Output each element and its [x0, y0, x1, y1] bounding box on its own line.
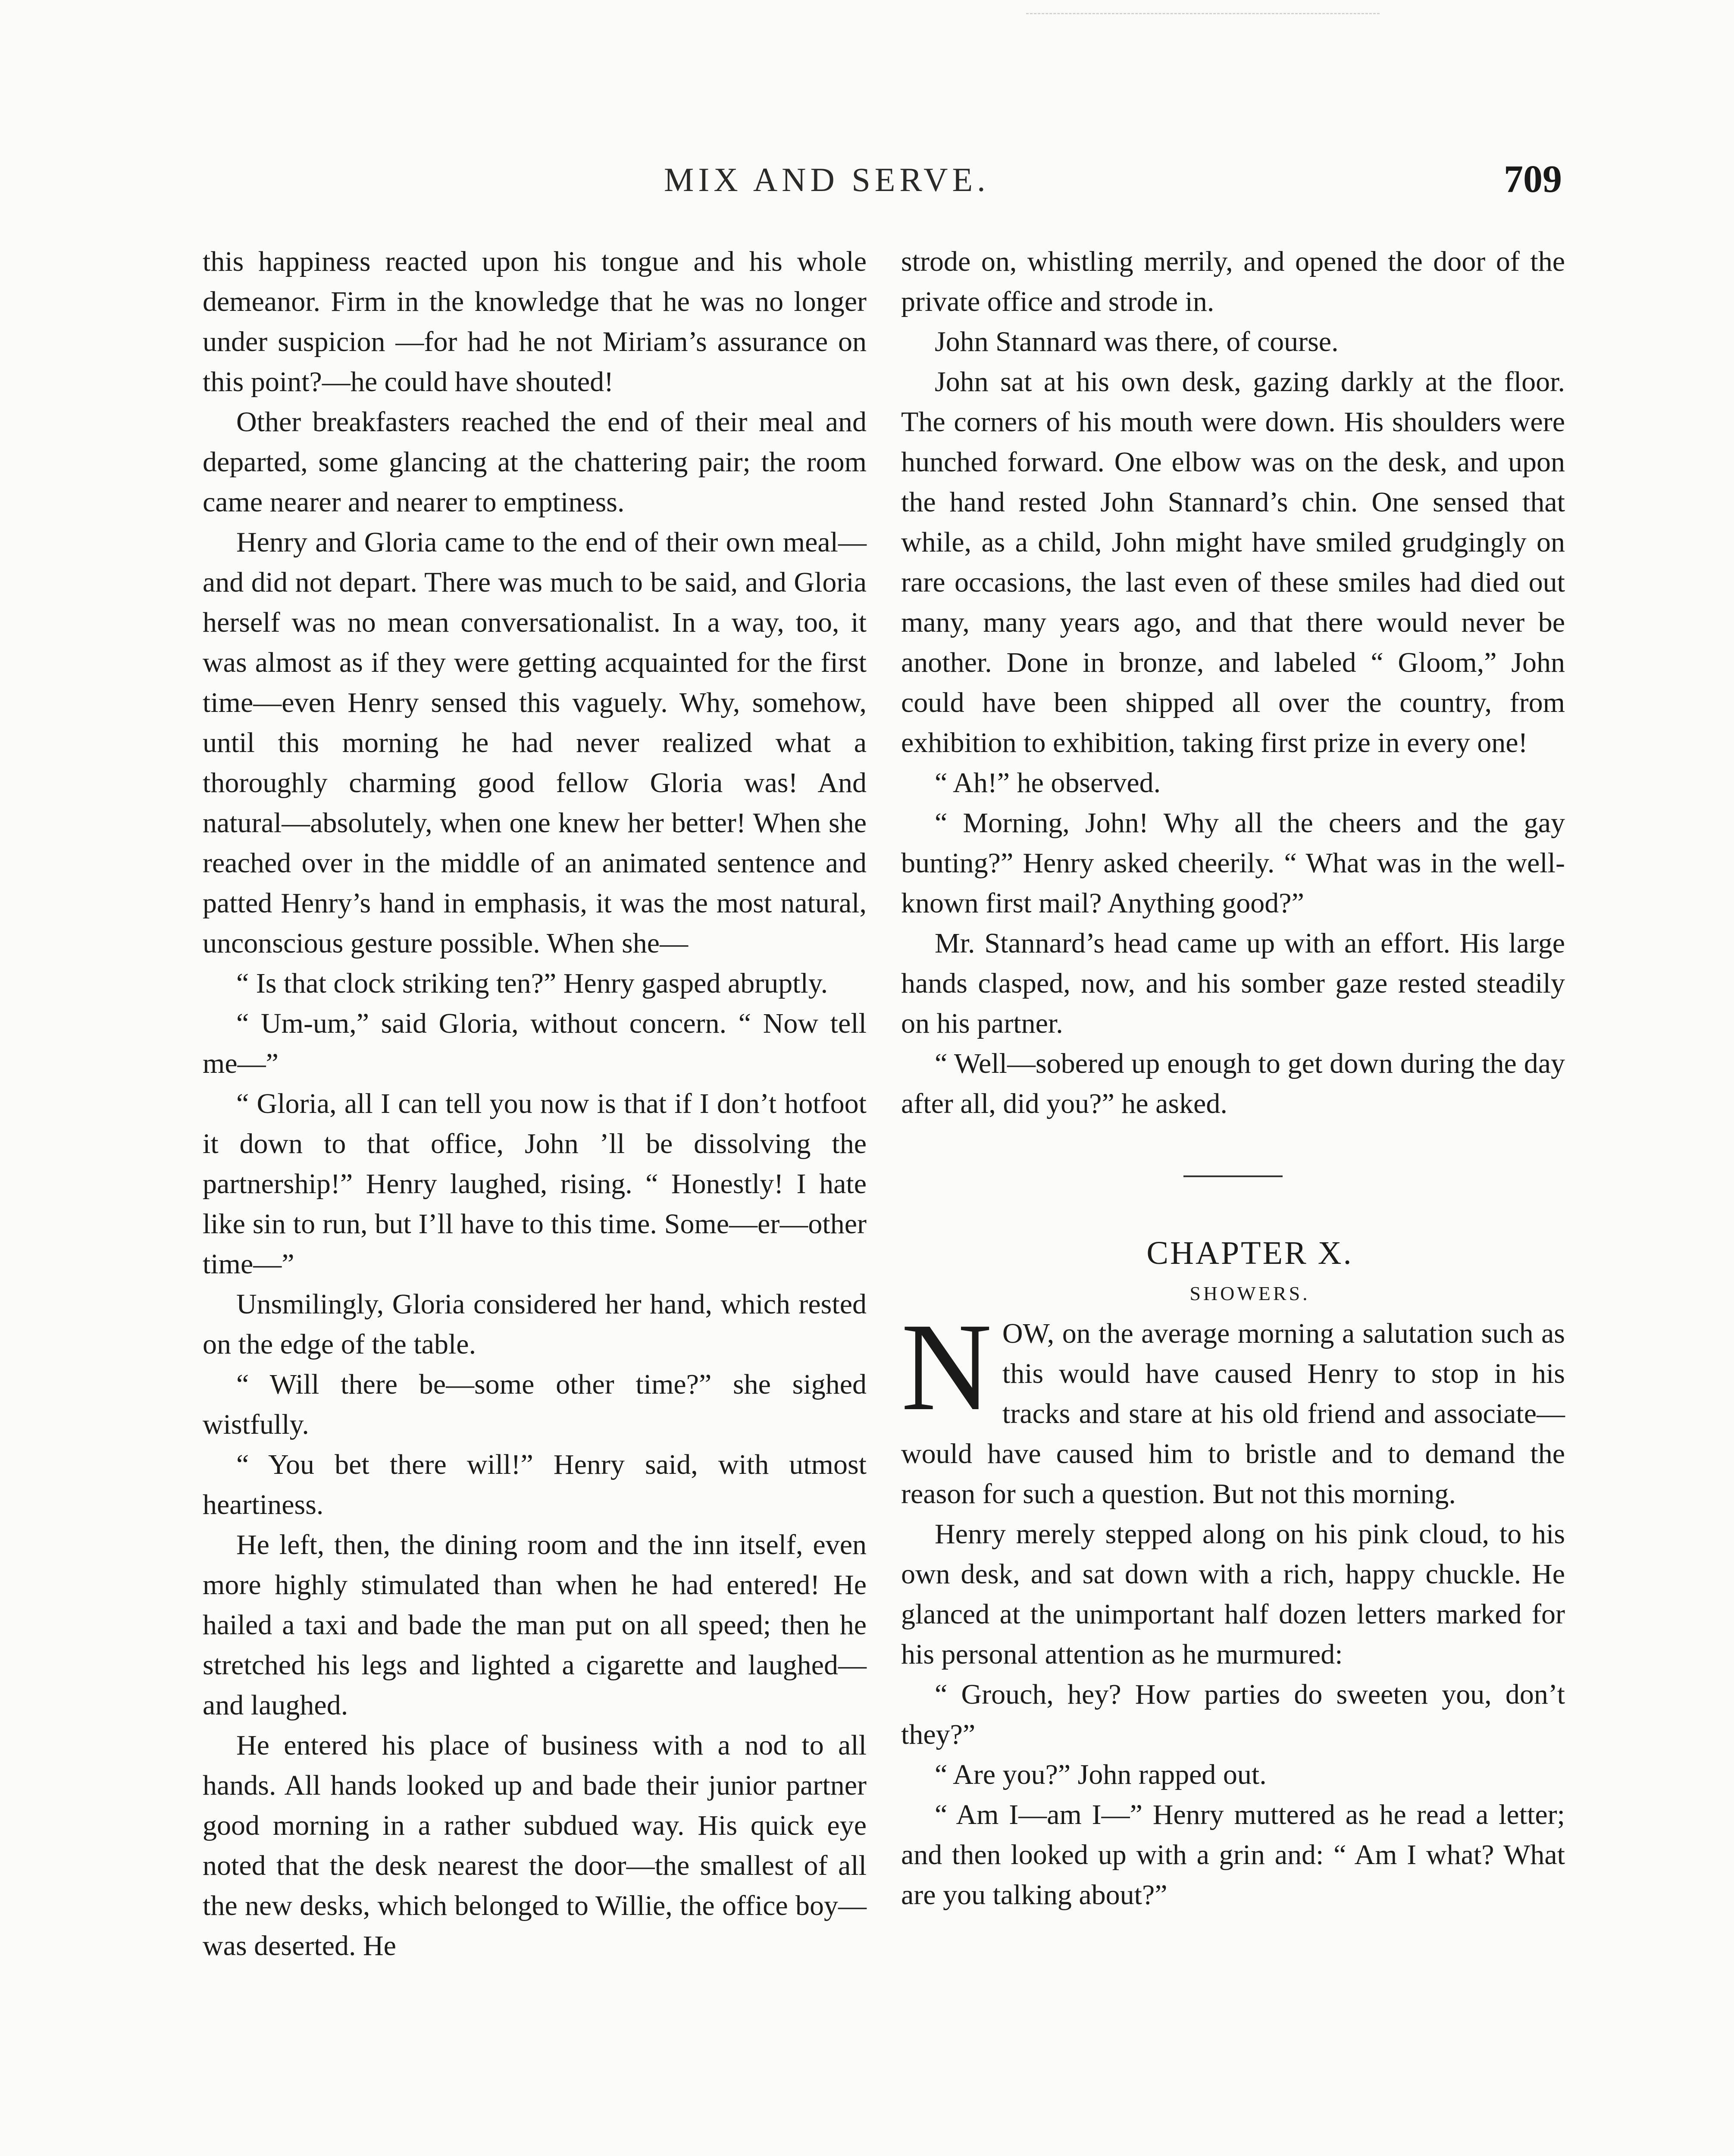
section-divider: [1183, 1175, 1283, 1177]
paragraph: “ Will there be—some other time?” she sighed wistfully.: [203, 1369, 867, 1440]
paragraph: “ You bet there will!” Henry said, with utmost heartiness.: [203, 1449, 867, 1520]
paragraph: Henry and Gloria came to the end of their own meal—and did not depart. There was much to be said, and Gloria herself was no mean conversationalist. In a way, too, it was almost as if they were getting acquainted for the first time—even Henry sensed this vaguely. Why, somehow, until this morning he had never realized what a thoroughly charming good fellow Gloria was! And natural—absolutely, when one knew her better! When she reached over in the middle of an animated sentence and patted Henry’s hand in emphasis, it was the most natural, unconscious gesture possible. When she—: [203, 526, 867, 959]
paragraph: He left, then, the dining room and the inn itself, even more highly stimulated than when he had entered! He hailed a taxi and bade the man put on all speed; then he stretched his legs and lighted a cigarette and laughed—and laughed.: [203, 1529, 867, 1721]
paragraph: John sat at his own desk, gazing darkly at the floor. The corners of his mouth were down. His shoulders were hunched forward. One elbow was on the desk, and upon the hand rested John Stannard’s chin. One sensed that while, as a child, John might have smiled grudgingly on rare occasions, the last even of these smiles had died out many, many years ago, and that there would never be another. Done in bronze, and labeled “ Gloom,” John could have been shipped all over the country, from exhibition to exhibition, taking first prize in every one!: [901, 366, 1565, 758]
left-column: [203, 241, 867, 1966]
paragraph: Henry merely stepped along on his pink cloud, to his own desk, and sat down with a rich, happy chuckle. He glanced at the unimportant half dozen letters marked for his personal attention as he murmured:: [901, 1518, 1565, 1670]
paragraph: John Stannard was there, of course.: [935, 326, 1339, 357]
paragraph: “ Ah!” he observed.: [935, 767, 1161, 799]
running-title: MIX AND SERVE.: [664, 161, 990, 198]
paragraph: “ Morning, John! Why all the cheers and the gay bunting?” Henry asked cheerily. “ What was in the well-known first mail? Anything good?”: [901, 807, 1565, 919]
right-column: [901, 241, 1565, 1915]
paragraph: Mr. Stannard’s head came up with an effort. His large hands clasped, now, and his somber gaze rested steadily on his partner.: [901, 928, 1565, 1039]
paragraph: “ Am I—am I—” Henry muttered as he read a letter; and then looked up with a grin and: “ Am I what? What are you talking about?”: [901, 1799, 1565, 1911]
paragraph: “ Is that clock striking ten?” Henry gasped abruptly.: [236, 968, 828, 999]
scan-artifact: [1026, 13, 1380, 18]
chapter-subtitle: SHOWERS.: [1189, 1282, 1310, 1304]
chapter-title: CHAPTER X.: [1146, 1235, 1353, 1271]
paragraph: He entered his place of business with a nod to all hands. All hands looked up and bade their junior partner good morning in a rather subdued way. His quick eye noted that the desk nearest the door—the smallest of all the new desks, which belonged to Willie, the office boy—was deserted. He: [203, 1730, 867, 1962]
paragraph: “ Gloria, all I can tell you now is that if I don’t hotfoot it down to that office, John ’ll be dissolving the partnership!” Henry laughed, rising. “ Honestly! I hate like sin to run, but I’ll have to this time. Some—er—other time—”: [203, 1088, 867, 1280]
chapter-opening-paragraph: [901, 1297, 1565, 1514]
paragraph: “ Are you?” John rapped out.: [935, 1759, 1267, 1790]
paragraph: strode on, whistling merrily, and opened the door of the private office and strode in.: [901, 246, 1565, 317]
paragraph: “ Um-um,” said Gloria, without concern. “ Now tell me—”: [203, 1008, 867, 1079]
paragraph: Unsmilingly, Gloria considered her hand, which rested on the edge of the table.: [203, 1288, 867, 1360]
paragraph: Other breakfasters reached the end of their meal and departed, some glancing at the chattering pair; the room came nearer and nearer to emptiness.: [203, 406, 867, 518]
paragraph: this happiness reacted upon his tongue and his whole demeanor. Firm in the knowledge that he was no longer under suspicion —for had he not Miriam’s assurance on this point?—he could have shouted!: [203, 246, 867, 398]
opening-text: OW, on the average morning a salutation such as this would have caused Henry to stop in his tracks and stare at his old friend and associate—would have caused him to bristle and to demand the reason for such a question. But not this morning.: [901, 1318, 1565, 1510]
page-number: 709: [1504, 158, 1562, 201]
paragraph: “ Grouch, hey? How parties do sweeten you, don’t they?”: [901, 1679, 1565, 1750]
paragraph: “ Well—sobered up enough to get down during the day after all, did you?” he asked.: [901, 1048, 1565, 1119]
drop-cap: N: [901, 1297, 992, 1437]
page-header: [0, 160, 1734, 212]
